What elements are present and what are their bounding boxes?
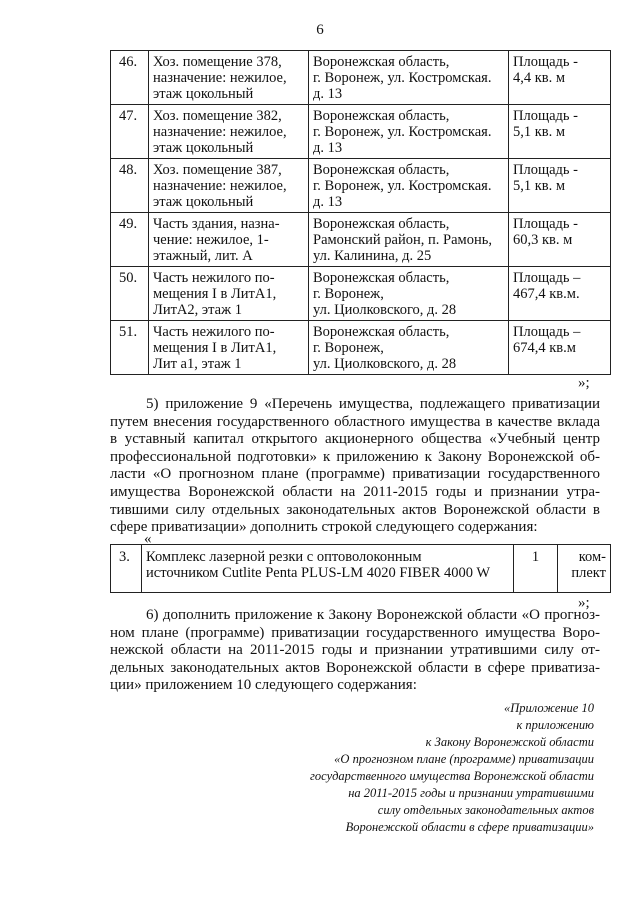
property-address bbox=[309, 213, 509, 267]
row-number: 51. bbox=[111, 321, 149, 375]
item-quantity: 1 bbox=[514, 545, 558, 593]
property-name-line: чение: нежилое, 1- bbox=[153, 232, 269, 248]
property-name-line: Часть нежилого по- bbox=[153, 324, 275, 340]
text-line: ции» приложением 10 следующего содержания: bbox=[110, 677, 417, 694]
property-address-line: Воронежская область, bbox=[313, 54, 450, 70]
property-name bbox=[149, 213, 309, 267]
property-address-line: Воронежская область, bbox=[313, 162, 450, 178]
property-name-line: этаж цокольный bbox=[153, 140, 254, 156]
property-area-line: Площадь - bbox=[513, 54, 579, 70]
property-area-line: Площадь - bbox=[513, 216, 579, 232]
property-address-line: ул. Калинина, д. 25 bbox=[313, 248, 432, 264]
appendix-line: «О прогнозном плане (программе) приватизации bbox=[334, 752, 594, 766]
property-address bbox=[309, 159, 509, 213]
property-address-line: ул. Циолковского, д. 28 bbox=[313, 356, 457, 372]
property-name bbox=[149, 51, 309, 105]
table-row bbox=[111, 267, 611, 321]
table-row bbox=[111, 51, 611, 105]
property-area bbox=[509, 105, 611, 159]
property-name-line: мещения I в ЛитА1, bbox=[153, 286, 277, 302]
property-address-line: Воронежская область, bbox=[313, 108, 450, 124]
table-row bbox=[111, 159, 611, 213]
property-address-line: Рамонский район, п. Рамонь, bbox=[313, 232, 492, 248]
property-address bbox=[309, 321, 509, 375]
appendix-line: к Закону Воронежской области bbox=[425, 735, 594, 749]
property-name bbox=[149, 105, 309, 159]
closing-quote-2: »; bbox=[578, 595, 590, 611]
row-number: 46. bbox=[111, 51, 149, 105]
row-number: 48. bbox=[111, 159, 149, 213]
property-area bbox=[509, 267, 611, 321]
text-line: путем внесения государственного областного имущества в качестве вклада bbox=[110, 413, 600, 430]
property-area bbox=[509, 213, 611, 267]
property-name-line: Хоз. помещение 382, bbox=[153, 108, 282, 124]
property-area-line: Площадь – bbox=[513, 270, 581, 286]
property-area-line: 60,3 кв. м bbox=[513, 232, 573, 248]
text-line: имущества Воронежской области на 2011-2015 годы и признании утра- bbox=[110, 483, 600, 500]
property-name-line: Хоз. помещение 378, bbox=[153, 54, 282, 70]
text-line: сфере приватизации» дополнить строкой следующего содержания: bbox=[110, 519, 538, 536]
property-area-line: Площадь – bbox=[513, 324, 581, 340]
property-name bbox=[149, 267, 309, 321]
appendix-line: «Приложение 10 bbox=[504, 701, 594, 715]
property-table bbox=[110, 50, 611, 375]
property-name-line: Хоз. помещение 387, bbox=[153, 162, 282, 178]
property-address-line: Воронежская область, bbox=[313, 216, 450, 232]
item-unit-line: ком- bbox=[578, 549, 606, 565]
item-name-line: Комплекс лазерной резки с оптоволоконным bbox=[146, 549, 422, 565]
property-area-line: 467,4 кв.м. bbox=[513, 286, 580, 302]
property-area bbox=[509, 321, 611, 375]
table-row bbox=[111, 321, 611, 375]
appendix-header bbox=[264, 700, 594, 836]
page-number: 6 bbox=[316, 22, 324, 38]
text-line: профессиональной подготовки» к приложению к Закону Воронежской об- bbox=[110, 448, 600, 465]
property-area-line: 4,4 кв. м bbox=[513, 70, 566, 86]
text-line: 5) приложение 9 «Перечень имущества, подлежащего приватизации bbox=[146, 396, 600, 412]
property-name-line: ЛитА2, этаж 1 bbox=[153, 302, 242, 318]
property-address-line: г. Воронеж, bbox=[313, 340, 384, 356]
property-address bbox=[309, 51, 509, 105]
property-address-line: ул. Циолковского, д. 28 bbox=[313, 302, 457, 318]
opening-quote: « bbox=[144, 531, 152, 547]
property-name bbox=[149, 321, 309, 375]
property-name-line: назначение: нежилое, bbox=[153, 124, 287, 140]
property-area-line: 674,4 кв.м bbox=[513, 340, 576, 356]
row-number: 47. bbox=[111, 105, 149, 159]
property-name-line: назначение: нежилое, bbox=[153, 178, 287, 194]
text-line: дельных законодательных актов Воронежской области в сфере приватиза- bbox=[110, 659, 600, 676]
text-line: тившими силу отдельных законодательных актов Воронежской области в bbox=[110, 501, 600, 518]
property-address-line: д. 13 bbox=[313, 86, 343, 102]
appendix-line: государственного имущества Воронежской области bbox=[310, 769, 594, 783]
property-address-line: д. 13 bbox=[313, 194, 343, 210]
property-address bbox=[309, 105, 509, 159]
paragraph-6 bbox=[110, 607, 600, 695]
item-unit-line: плект bbox=[571, 565, 606, 581]
property-address-line: г. Воронеж, bbox=[313, 286, 384, 302]
property-name bbox=[149, 159, 309, 213]
closing-quote: »; bbox=[578, 375, 590, 391]
appendix-line: к приложению bbox=[516, 718, 594, 732]
appendix-line: на 2011-2015 годы и признании утратившими bbox=[348, 786, 594, 800]
item-unit bbox=[558, 545, 611, 593]
property-area-line: 5,1 кв. м bbox=[513, 124, 566, 140]
property-area bbox=[509, 159, 611, 213]
table-row bbox=[111, 545, 611, 593]
property-name-line: этаж цокольный bbox=[153, 86, 254, 102]
row-number: 49. bbox=[111, 213, 149, 267]
property-name-line: этажный, лит. А bbox=[153, 248, 253, 264]
appendix-line: Воронежской области в сфере приватизации» bbox=[345, 820, 594, 834]
paragraph-5 bbox=[110, 396, 600, 537]
row-number: 3. bbox=[111, 545, 142, 593]
text-line: ласти «О прогнозном плане (программе) приватизации государственного bbox=[110, 466, 600, 483]
property-area bbox=[509, 51, 611, 105]
table-row bbox=[111, 213, 611, 267]
table-row bbox=[111, 105, 611, 159]
text-line: ном плане (программе) приватизации государственного имущества Воро- bbox=[110, 624, 600, 641]
property-address-line: д. 13 bbox=[313, 140, 343, 156]
text-line: в уставный капитал открытого акционерного общества «Учебный центр bbox=[110, 431, 600, 448]
property-area-line: Площадь - bbox=[513, 162, 579, 178]
text-line: 6) дополнить приложение к Закону Воронежской области «О прогноз- bbox=[146, 607, 600, 623]
item-name bbox=[142, 545, 514, 593]
property-name-line: Часть здания, назна- bbox=[153, 216, 280, 232]
property-name-line: Часть нежилого по- bbox=[153, 270, 275, 286]
property-address-line: г. Воронеж, ул. Костромская. bbox=[313, 70, 492, 86]
property-address-line: г. Воронеж, ул. Костромская. bbox=[313, 124, 492, 140]
property-address-line: г. Воронеж, ул. Костромская. bbox=[313, 178, 492, 194]
property-name-line: назначение: нежилое, bbox=[153, 70, 287, 86]
item-name-line: источником Cutlite Penta PLUS-LM 4020 FIBER 4000 W bbox=[146, 565, 491, 581]
property-name-line: этаж цокольный bbox=[153, 194, 254, 210]
property-address-line: Воронежская область, bbox=[313, 270, 450, 286]
addition-table bbox=[110, 544, 611, 593]
row-number: 50. bbox=[111, 267, 149, 321]
text-line: нежской области на 2011-2015 годы и признании утратившими силу от- bbox=[110, 642, 600, 659]
property-name-line: мещения I в ЛитА1, bbox=[153, 340, 277, 356]
property-area-line: Площадь - bbox=[513, 108, 579, 124]
property-address bbox=[309, 267, 509, 321]
property-address-line: Воронежская область, bbox=[313, 324, 450, 340]
property-area-line: 5,1 кв. м bbox=[513, 178, 566, 194]
property-name-line: Лит а1, этаж 1 bbox=[153, 356, 242, 372]
appendix-line: силу отдельных законодательных актов bbox=[377, 803, 594, 817]
